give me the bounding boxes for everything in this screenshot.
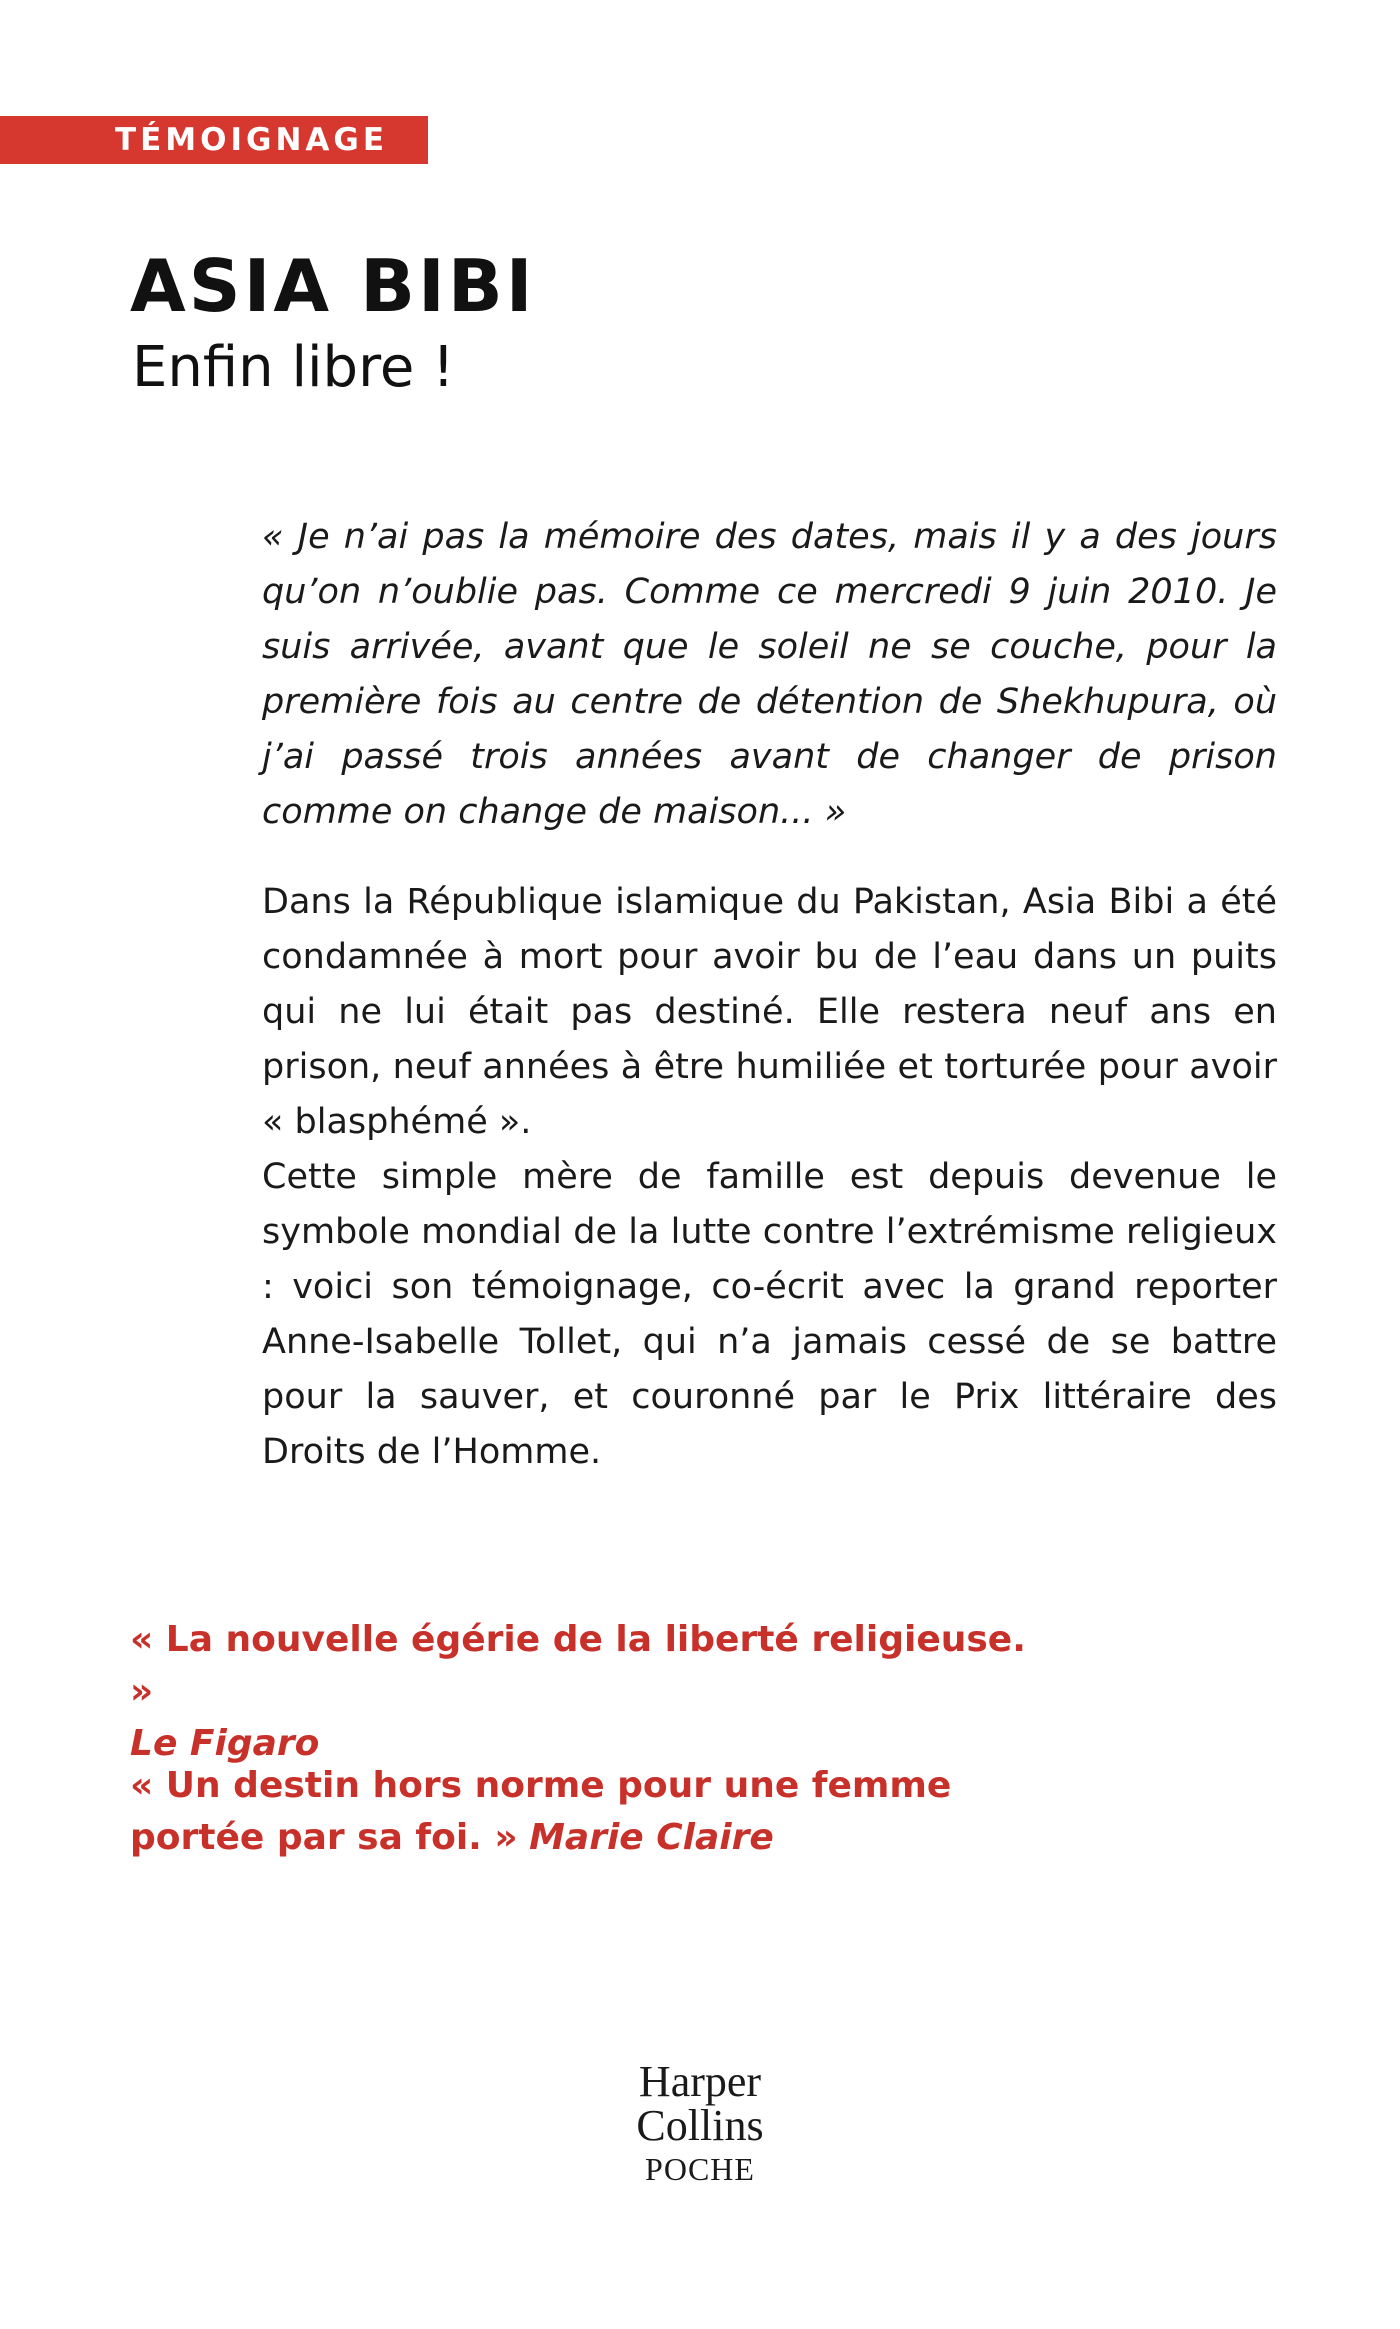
press-quote-source: Marie Claire <box>529 1817 774 1858</box>
publisher-logo-line: Harper <box>638 2057 762 2106</box>
category-band <box>0 116 428 164</box>
press-quote-source: Le Figaro <box>130 1723 320 1764</box>
summary-paragraph: Cette simple mère de famille est depuis devenue le symbole mondial de la lutte contre l’extrémisme religieux : voici son témoignage, co-écrit avec la grand reporter Anne-Isabelle Tollet, qui n’a jamais cessé de se battre pour la sauver, et couronné par le Prix littéraire des Droits de l’Homme. <box>262 1157 1277 1472</box>
press-quote-figaro <box>130 1614 1030 1770</box>
press-quote-text: « Un destin hors norme pour une femme portée par sa foi. » <box>130 1765 952 1858</box>
summary-paragraph: Dans la République islamique du Pakistan, Asia Bibi a été condamnée à mort pour avoir bu de l’eau dans un puits qui ne lui était pas destiné. Elle restera neuf ans en prison, neuf années à être humiliée et torturée pour avoir « blasphémé ». <box>262 882 1277 1142</box>
category-label: TÉMOIGNAGE <box>114 122 388 158</box>
back-cover-summary <box>262 875 1277 1480</box>
press-quote-marie-claire <box>130 1760 1030 1864</box>
book-title: Enfin libre ! <box>132 335 455 400</box>
author-name: ASIA BIBI <box>130 244 536 328</box>
publisher-logo-line: Collins <box>636 2101 764 2150</box>
publisher-logo-imprint: POCHE <box>645 2151 755 2187</box>
press-quote-text: « La nouvelle égérie de la liberté religieuse. » <box>130 1619 1026 1712</box>
publisher-logo <box>590 2057 810 2190</box>
excerpt-quote: « Je n’ai pas la mémoire des dates, mais il y a des jours qu’on n’oublie pas. Comme ce mercredi 9 juin 2010. Je suis arrivée, avant que le soleil ne se couche, pour la première fois au centre de détention de Shekhupura, où j’ai passé trois années avant de changer de prison comme on change de maison... » <box>262 517 1277 832</box>
